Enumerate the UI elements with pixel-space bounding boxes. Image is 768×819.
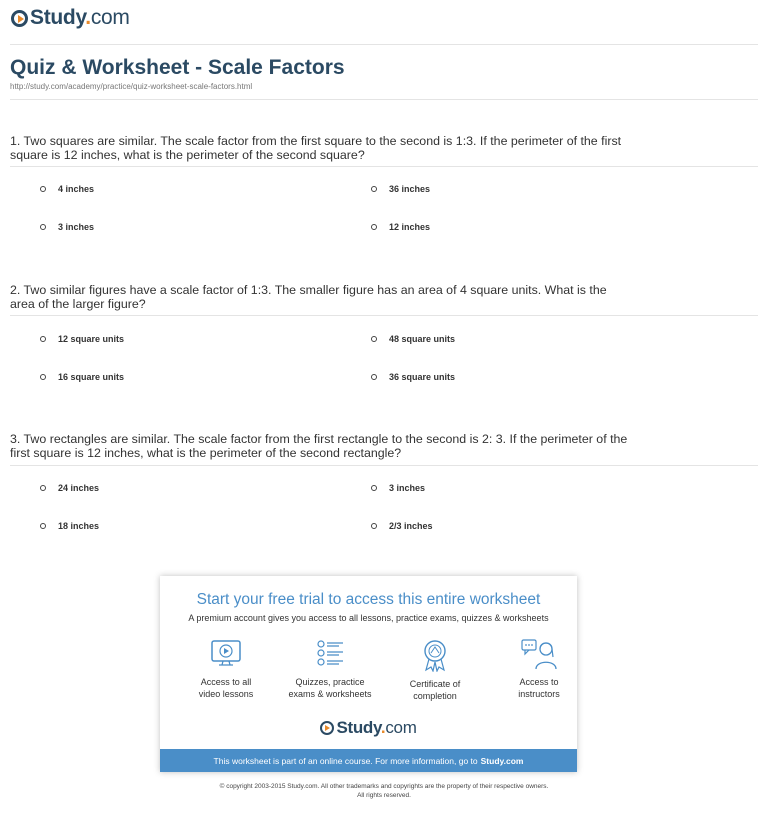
radio-icon[interactable] bbox=[40, 186, 46, 192]
promo-logo-tld: com bbox=[385, 718, 417, 737]
radio-icon[interactable] bbox=[371, 336, 377, 342]
radio-icon[interactable] bbox=[40, 224, 46, 230]
logo-brand: Study bbox=[30, 6, 86, 29]
question-3-option-c[interactable]: 18 inches bbox=[40, 521, 99, 531]
question-1-option-b[interactable]: 36 inches bbox=[371, 184, 430, 194]
radio-icon[interactable] bbox=[371, 374, 377, 380]
question-2-divider bbox=[10, 315, 758, 316]
question-1-option-a[interactable]: 4 inches bbox=[40, 184, 94, 194]
feature-video-lessons bbox=[176, 638, 276, 700]
promo-bar-text: This worksheet is part of an online course. For more information, go to bbox=[213, 755, 478, 766]
free-trial-promo bbox=[160, 576, 577, 772]
radio-icon[interactable] bbox=[40, 336, 46, 342]
certificate-icon bbox=[418, 638, 452, 672]
logo-tld: com bbox=[90, 6, 130, 29]
radio-icon[interactable] bbox=[40, 374, 46, 380]
copyright-line-1: © copyright 2003-2015 Study.com. All other trademarks and copyrights are the property of their respective owners. bbox=[219, 783, 549, 790]
question-3-option-b[interactable]: 3 inches bbox=[371, 483, 425, 493]
feature-instructors-label: Access to instructors bbox=[518, 677, 560, 699]
promo-logo-brand: Study bbox=[336, 718, 381, 737]
header-divider bbox=[10, 44, 758, 45]
title-divider bbox=[10, 99, 758, 100]
feature-certificate bbox=[385, 638, 485, 702]
page-title: Quiz & Worksheet - Scale Factors bbox=[10, 56, 345, 79]
logo-dot: . bbox=[85, 6, 91, 29]
question-2-option-a[interactable]: 12 square units bbox=[40, 334, 124, 344]
quiz-list-icon bbox=[313, 638, 347, 670]
question-2-option-d[interactable]: 36 square units bbox=[371, 372, 455, 382]
video-lesson-icon bbox=[209, 638, 243, 670]
radio-icon[interactable] bbox=[371, 523, 377, 529]
radio-icon[interactable] bbox=[371, 485, 377, 491]
play-logo-icon bbox=[320, 721, 334, 735]
question-2-option-c[interactable]: 16 square units bbox=[40, 372, 124, 382]
question-2-option-b[interactable]: 48 square units bbox=[371, 334, 455, 344]
promo-study-logo[interactable] bbox=[160, 718, 577, 738]
question-1-option-d[interactable]: 12 inches bbox=[371, 222, 430, 232]
radio-icon[interactable] bbox=[40, 523, 46, 529]
question-3-option-a[interactable]: 24 inches bbox=[40, 483, 99, 493]
question-3-option-d[interactable]: 2/3 inches bbox=[371, 521, 433, 531]
feature-instructors bbox=[489, 638, 589, 700]
radio-icon[interactable] bbox=[371, 186, 377, 192]
feature-quizzes-label: Quizzes, practice exams & worksheets bbox=[288, 677, 372, 699]
study-logo[interactable] bbox=[11, 6, 130, 30]
feature-certificate-label: Certificate of completion bbox=[409, 679, 461, 701]
radio-icon[interactable] bbox=[371, 224, 377, 230]
question-3-text: 3. Two rectangles are similar. The scale factor from the first rectangle to the second is 2: 3. If the perimeter of the first square is 12 inches, what is the perimeter of the second rectangle? bbox=[10, 432, 628, 460]
play-logo-icon bbox=[11, 10, 28, 27]
feature-video-label: Access to all video lessons bbox=[198, 677, 254, 699]
question-3-divider bbox=[10, 465, 758, 466]
promo-bar-link[interactable]: Study.com bbox=[480, 755, 524, 766]
copyright-line-2: All rights reserved. bbox=[357, 792, 411, 799]
question-1-text: 1. Two squares are similar. The scale factor from the first square to the second is 1:3. If the perimeter of the first square is 12 inches, what is the perimeter of the second square? bbox=[10, 134, 622, 162]
radio-icon[interactable] bbox=[40, 485, 46, 491]
feature-quizzes bbox=[280, 638, 380, 700]
promo-info-bar bbox=[160, 749, 577, 772]
question-2-text: 2. Two similar figures have a scale factor of 1:3. The smaller figure has an area of 4 square units. What is the area of the larger figure? bbox=[10, 283, 607, 311]
promo-subline: A premium account gives you access to all lessons, practice exams, quizzes & worksheets bbox=[188, 613, 549, 623]
instructor-icon bbox=[520, 638, 558, 670]
copyright-footer bbox=[0, 782, 768, 800]
question-1-option-c[interactable]: 3 inches bbox=[40, 222, 94, 232]
promo-headline[interactable]: Start your free trial to access this entire worksheet bbox=[196, 591, 541, 608]
page-url: http://study.com/academy/practice/quiz-worksheet-scale-factors.html bbox=[10, 82, 253, 91]
promo-logo-dot: . bbox=[380, 718, 386, 737]
question-1-divider bbox=[10, 166, 758, 167]
